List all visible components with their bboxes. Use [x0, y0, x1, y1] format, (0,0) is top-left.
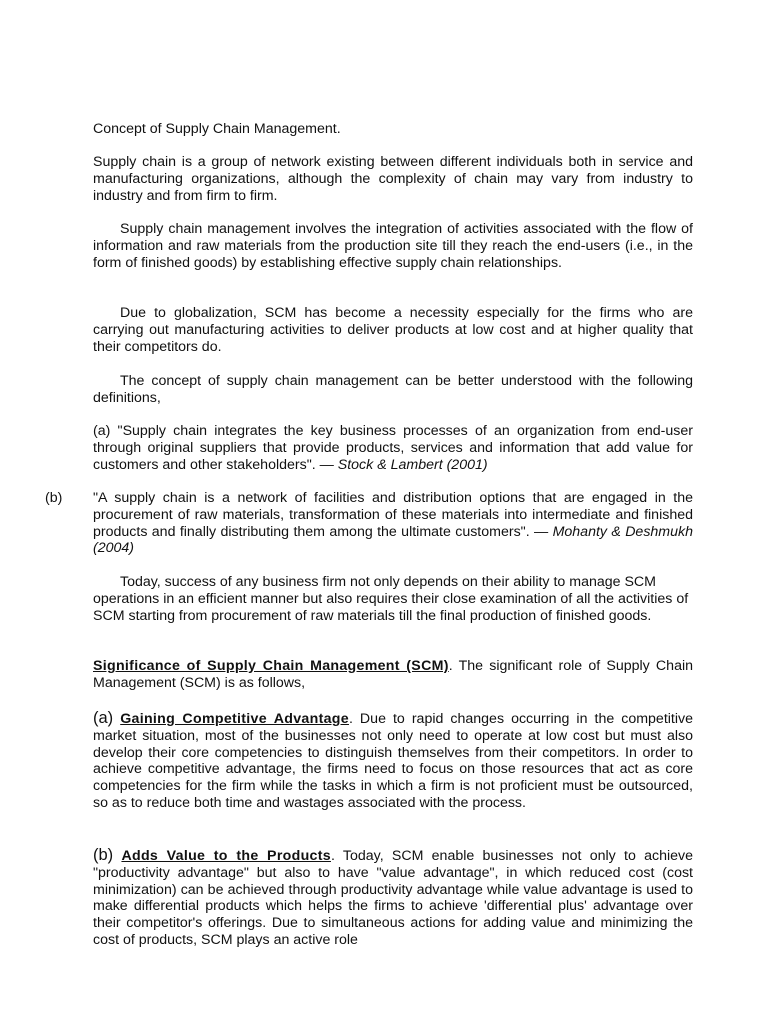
- item-b-letter: (b): [93, 846, 114, 864]
- paragraph-definitions-intro: The concept of supply chain management can be better understood with the following definitions,: [93, 373, 693, 406]
- paragraph-supply-chain-definition: Supply chain is a group of network existing between different individuals both in service and manufacturing organizations, although the complexity of chain may vary from industry to industry and from firm to firm.: [93, 154, 693, 204]
- definition-b: [93, 490, 693, 557]
- definition-b-citation: Mohanty & Deshmukh (2004): [93, 523, 694, 557]
- item-a-text: . Due to rapid changes occurring in the competitive market situation, most of the businesses not only need to operate at low cost but must also develop their core competencies to distinguish themselves from their competitors. In order to achieve competitive advantage, the firms need to focus on those resources that act as core competencies for the firm while the tasks in which a firm is not proficient must be outsourced, so as to reduce both time and wastages associated with the process.: [93, 711, 693, 811]
- paragraph-success: Today, success of any business firm not only depends on their ability to manage SCM operations in an efficient manner but also requires their close examination of all the activities of SCM starting from procurement of raw materials till the final production of finished goods.: [93, 574, 689, 624]
- definition-a: [93, 423, 693, 473]
- significance-heading: Significance of Supply Chain Management (SCM): [93, 658, 449, 674]
- definition-b-label: (b): [45, 490, 63, 506]
- paragraph-globalization: Due to globalization, SCM has become a necessity especially for the firms who are carrying out manufacturing activities to deliver products at low cost and at higher quality that their competitors do.: [93, 305, 693, 355]
- item-a: [93, 710, 693, 812]
- item-a-letter: (a): [93, 709, 114, 727]
- paragraph-scm-integration: Supply chain management involves the integration of activities associated with the flow of information and raw materials from the production site till they reach the end-users (i.e., in the form of finished goods) by establishing effective supply chain relationships.: [93, 221, 693, 271]
- definition-a-citation: Stock & Lambert (2001): [337, 456, 488, 473]
- significance-paragraph: [93, 658, 693, 692]
- item-b-heading: Adds Value to the Products: [121, 848, 331, 864]
- definition-a-text: (a) "Supply chain integrates the key business processes of an organization from end-user through original suppliers that provide products, services and information that add value for customers and other stakeholders". —: [93, 423, 693, 473]
- significance-text: . The significant role of Supply Chain Management (SCM) is as follows,: [93, 658, 693, 691]
- item-a-heading: Gaining Competitive Advantage: [120, 711, 349, 727]
- item-b: [93, 847, 693, 949]
- item-b-text: . Today, SCM enable businesses not only to achieve "productivity advantage" but also to have "value advantage", in which reduced cost (cost minimization) can be achieved through productivity advantage while value advantage is used to make differential products which helps the firms to achieve 'differential plus' advantage over their competitor's offerings. Due to simultaneous actions for adding value and minimizing the cost of products, SCM plays an active role: [93, 848, 694, 948]
- document-title: Concept of Supply Chain Management.: [93, 121, 341, 137]
- definition-b-text: "A supply chain is a network of facilities and distribution options that are engaged in the procurement of raw materials, transformation of these materials into intermediate and finished products and finally distributing them among the ultimate customers". —: [93, 490, 693, 540]
